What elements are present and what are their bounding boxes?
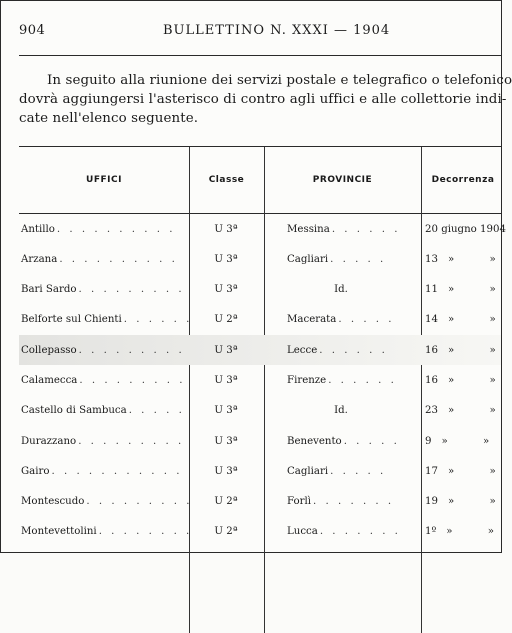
leader-dots: . . . . . . . . . [78, 435, 185, 447]
leader-dots: . . . . . . . . . [78, 284, 185, 296]
office-name: Antillo [21, 223, 55, 235]
office-class: U 3ª [214, 405, 238, 417]
office-name: Calamecca [21, 374, 78, 386]
office-name: Castello di Sambuca [21, 405, 127, 417]
office-class: U 3ª [214, 253, 238, 265]
table-row [19, 396, 512, 426]
table-row [19, 335, 512, 365]
effective-date: 20 giugno 1904 [425, 223, 506, 235]
leader-dots: . . . . . [338, 314, 395, 326]
leader-dots: . . . . . [343, 435, 400, 447]
office-class: U 2ª [214, 314, 238, 326]
province-name: Lecce [287, 344, 318, 356]
table-row [19, 214, 506, 244]
effective-date: 1º [425, 526, 437, 538]
province-name: Forlì [287, 496, 312, 508]
column-header-provinces: PROVINCIE [312, 175, 373, 185]
province-name: Firenze [287, 374, 327, 386]
intro-line: cate nell'elenco seguente. [19, 111, 199, 126]
effective-date: 17 [425, 465, 438, 477]
office-name: Durazzano [21, 435, 77, 447]
effective-date: 16 [425, 344, 438, 356]
office-class: U 3ª [214, 435, 238, 447]
header-rule [19, 55, 501, 56]
table-row [19, 426, 506, 456]
office-name: Montescudo [21, 496, 85, 508]
intro-line: dovrà aggiungersi l'asterisco di contro agli uffici e alle collettorie indi- [19, 92, 507, 107]
office-class: U 2ª [214, 496, 238, 508]
running-head [1, 23, 501, 43]
leader-dots: . . . . . [330, 253, 387, 265]
office-name: Collepasso [21, 344, 77, 356]
bulletin-title: BULLETTINO N. XXXI — 1904 [163, 23, 391, 38]
leader-dots: . . . . . . [319, 344, 388, 356]
leader-dots: . . . . . [330, 465, 387, 477]
leader-dots: . . . . . . [328, 374, 397, 386]
office-name: Montevettolini [21, 526, 97, 538]
effective-date: 13 [425, 253, 438, 265]
effective-date: 23 [425, 405, 438, 417]
leader-dots: . . . . . [128, 405, 185, 417]
intro-line: In seguito alla riunione dei servizi postale e telegrafico o telefonico [47, 73, 512, 88]
column-header-class: Classe [208, 175, 245, 185]
leader-dots: . . . . . . . [313, 496, 395, 508]
province-name: Cagliari [287, 465, 329, 477]
province-name: Id. [334, 405, 348, 417]
office-name: Bari Sardo [21, 284, 77, 296]
table-header [19, 146, 501, 214]
table-row [19, 244, 512, 274]
office-name: Arzana [21, 253, 58, 265]
ditto-marks: » » [447, 253, 512, 265]
ditto-marks: » » [447, 314, 512, 326]
effective-date: 11 [425, 284, 438, 296]
office-class: U 3ª [214, 374, 238, 386]
office-class: U 3ª [214, 284, 238, 296]
ditto-marks: » » [447, 496, 512, 508]
ditto-marks: » » [447, 374, 512, 386]
effective-date: 14 [425, 314, 438, 326]
column-header-offices: UFFICI [86, 175, 122, 185]
table-row [19, 365, 512, 395]
office-class: U 3ª [214, 223, 238, 235]
leader-dots: . . . . . . . . . [86, 496, 193, 508]
table-row [19, 456, 512, 486]
intro-paragraph [19, 71, 512, 128]
leader-dots: . . . . . . . . [98, 526, 193, 538]
office-name: Belforte sul Chienti [21, 314, 122, 326]
effective-date: 16 [425, 374, 438, 386]
ditto-marks: » » [447, 465, 512, 477]
office-class: U 3ª [214, 465, 238, 477]
ditto-marks: » » [446, 526, 510, 538]
leader-dots: . . . . . . . . . . . [51, 465, 183, 477]
office-class: U 3ª [214, 344, 238, 356]
effective-date: 9 [425, 435, 432, 447]
table-row [19, 517, 510, 547]
office-class: U 2ª [214, 526, 238, 538]
ditto-marks: » » [447, 284, 512, 296]
leader-dots: . . . . . . . . . [78, 344, 185, 356]
leader-dots: . . . . . . [331, 223, 401, 235]
table-row [19, 275, 512, 305]
province-name: Id. [334, 284, 348, 296]
column-header-effective: Decorrenza [431, 175, 495, 185]
leader-dots: . . . . . . . . . [79, 374, 186, 386]
leader-dots: . . . . . . . . . . [56, 223, 176, 235]
office-name: Gairo [21, 465, 50, 477]
effective-date: 19 [425, 496, 438, 508]
province-name: Benevento [287, 435, 342, 447]
province-name: Lucca [287, 526, 318, 538]
province-name: Cagliari [287, 253, 329, 265]
table-row [19, 305, 512, 335]
offices-table [19, 146, 512, 552]
province-name: Messina [287, 223, 330, 235]
leader-dots: . . . . . . . [319, 526, 401, 538]
province-name: Macerata [287, 314, 337, 326]
leader-dots: . . . . . . . . . . [59, 253, 178, 265]
page-number: 904 [19, 23, 46, 38]
ditto-marks: » » [441, 435, 506, 447]
leader-dots: . . . . . . [123, 314, 193, 326]
table-body [19, 214, 512, 547]
table-row [19, 487, 512, 517]
ditto-marks: » » [447, 344, 512, 356]
ditto-marks: » » [447, 405, 512, 417]
